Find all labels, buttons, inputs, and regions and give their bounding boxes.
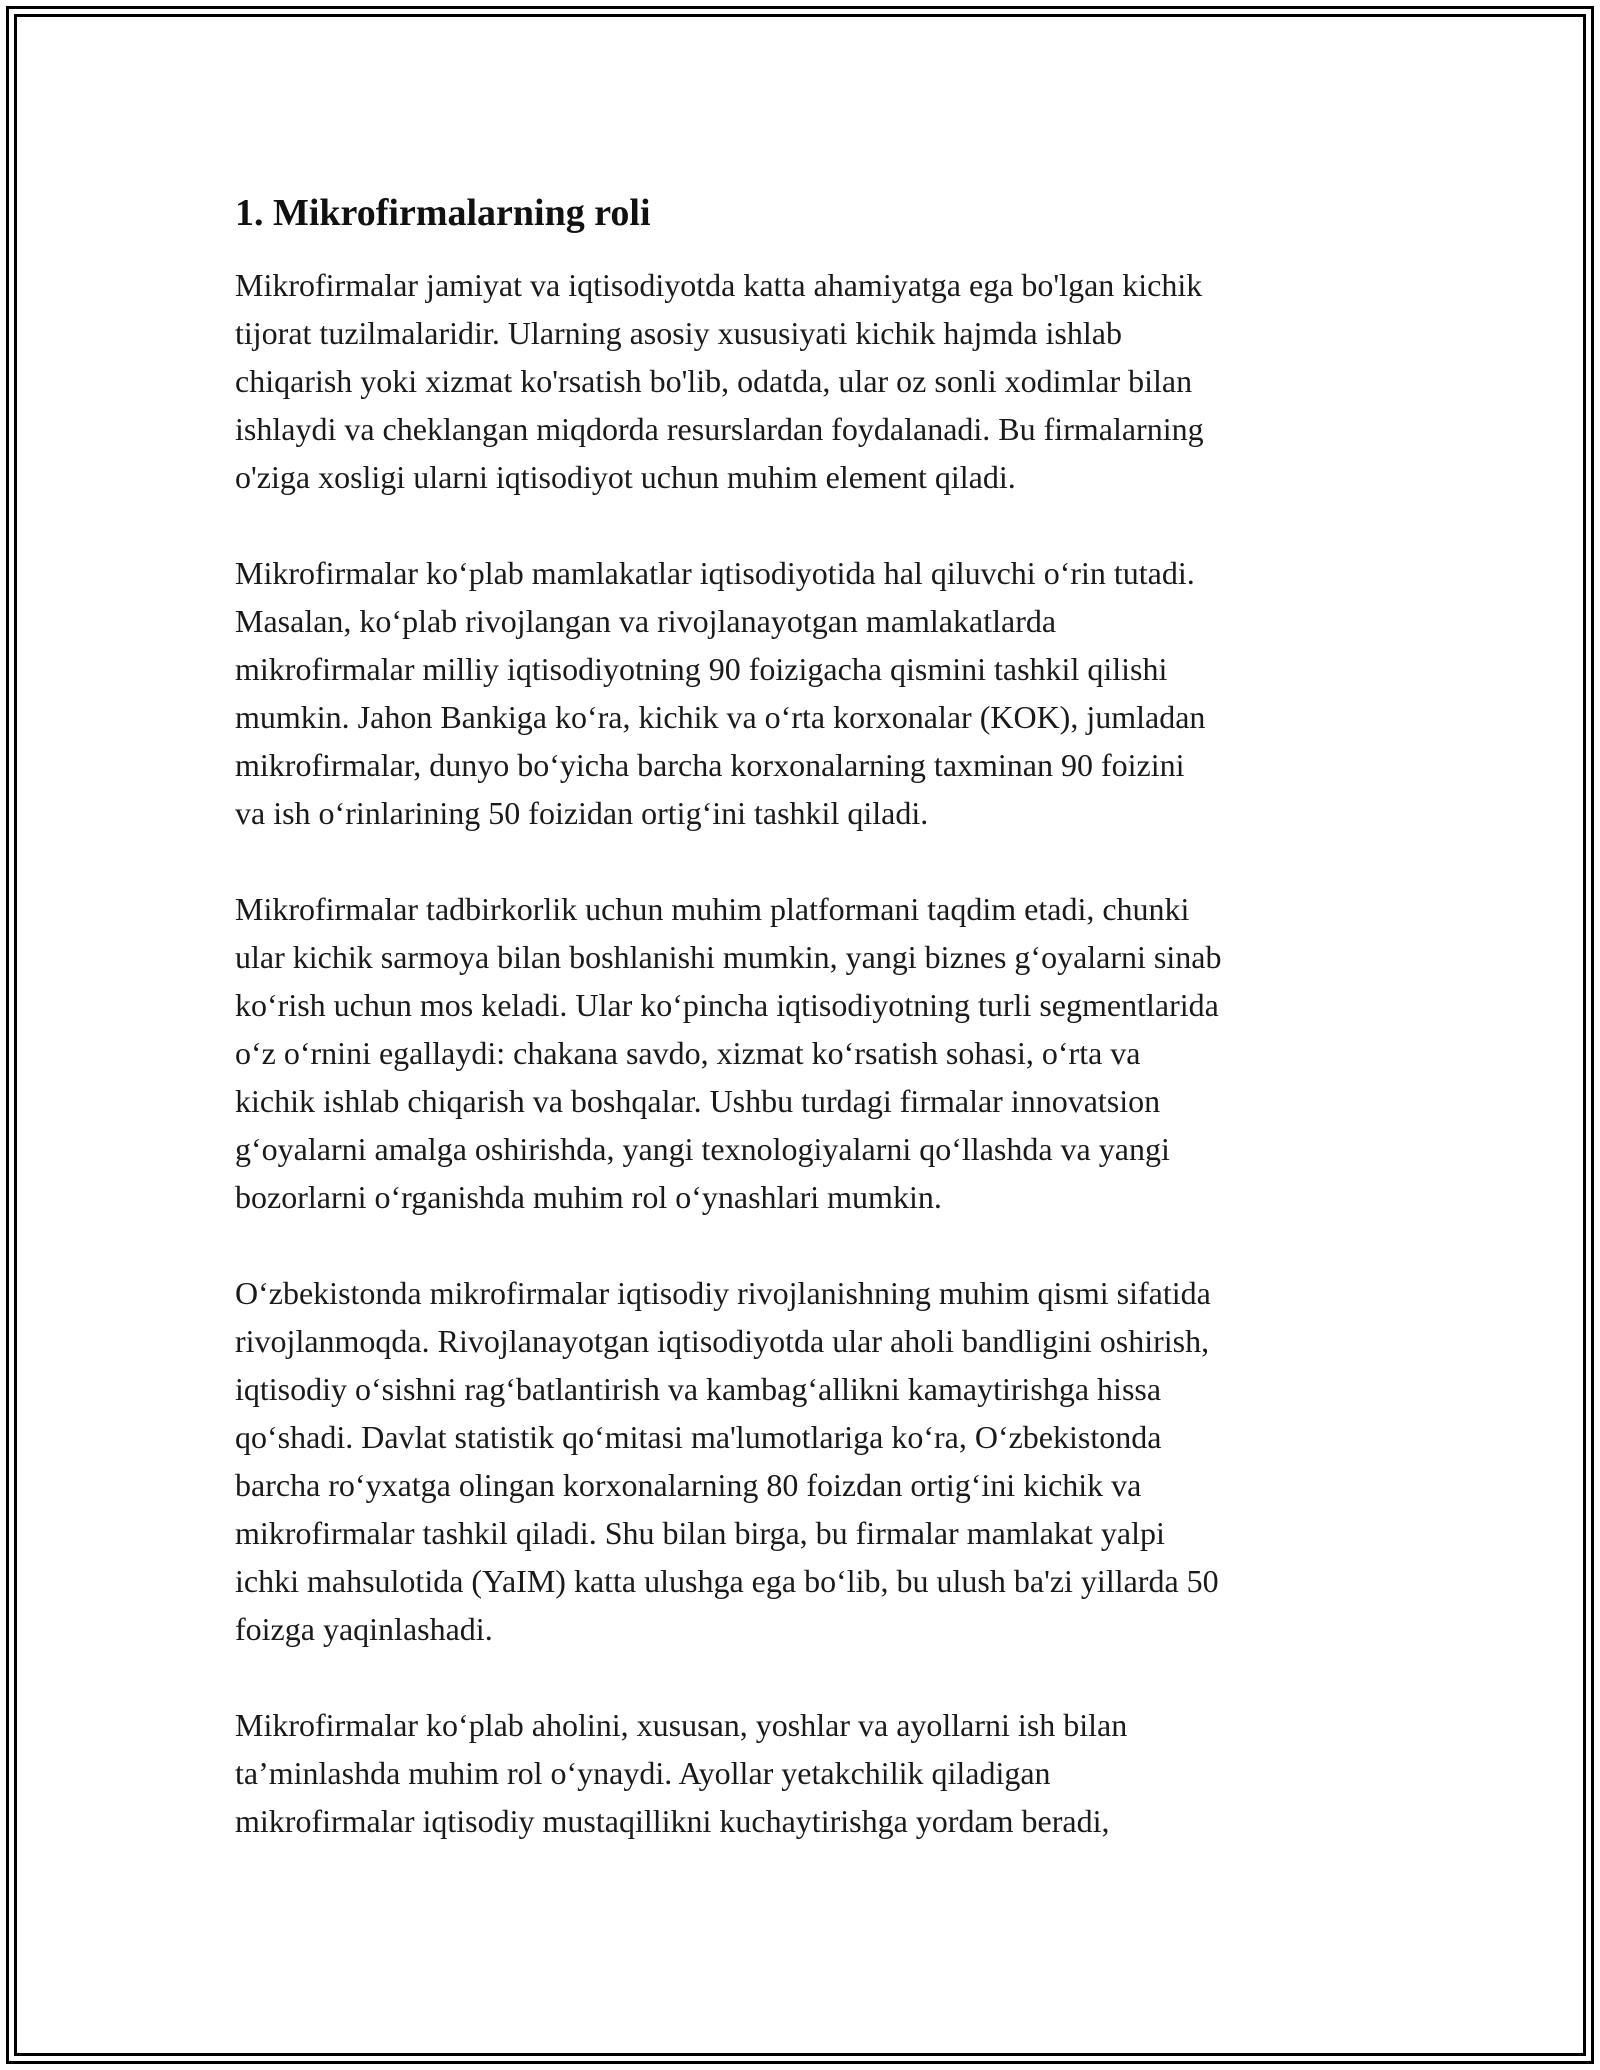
text-line: koʻrish uchun mos keladi. Ular koʻpincha iqtisodiyotning turli segmentlarida (235, 987, 1219, 1023)
text-line: bozorlarni oʻrganishda muhim rol oʻynashlari mumkin. (235, 1179, 942, 1215)
paragraph-4 (235, 1269, 1395, 1653)
text-line: mumkin. Jahon Bankiga koʻra, kichik va oʻrta korxonalar (KOK), jumladan (235, 699, 1206, 735)
text-line: ishlaydi va cheklangan miqdorda resurslardan foydalanadi. Bu firmalarning (235, 411, 1204, 447)
text-line: qoʻshadi. Davlat statistik qoʻmitasi ma'lumotlariga koʻra, Oʻzbekistonda (235, 1419, 1162, 1455)
text-line: gʻoyalarni amalga oshirishda, yangi texnologiyalarni qoʻllashda va yangi (235, 1131, 1170, 1167)
text-line: chiqarish yoki xizmat ko'rsatish bo'lib, odatda, ular oz sonli xodimlar bilan (235, 363, 1193, 399)
text-line: mikrofirmalar milliy iqtisodiyotning 90 foizigacha qismini tashkil qilishi (235, 651, 1168, 687)
text-line: mikrofirmalar iqtisodiy mustaqillikni kuchaytirishga yordam beradi, (235, 1803, 1110, 1839)
text-line: Mikrofirmalar tadbirkorlik uchun muhim platformani taqdim etadi, chunki (235, 891, 1190, 927)
text-line: barcha roʻyxatga olingan korxonalarning 80 foizdan ortigʻini kichik va (235, 1467, 1142, 1503)
text-line: oʻz oʻrnini egallaydi: chakana savdo, xizmat koʻrsatish sohasi, oʻrta va (235, 1035, 1141, 1071)
paragraph-5 (235, 1701, 1395, 1845)
text-line: foizga yaqinlashadi. (235, 1611, 493, 1647)
text-line: mikrofirmalar tashkil qiladi. Shu bilan birga, bu firmalar mamlakat yalpi (235, 1515, 1165, 1551)
text-line: iqtisodiy oʻsishni ragʻbatlantirish va kambagʻallikni kamaytirishga hissa (235, 1371, 1162, 1407)
paragraph-2 (235, 549, 1395, 837)
text-line: va ish oʻrinlarining 50 foizidan ortigʻini tashkil qiladi. (235, 795, 929, 831)
text-line: Oʻzbekistonda mikrofirmalar iqtisodiy rivojlanishning muhim qismi sifatida (235, 1275, 1211, 1311)
text-line: kichik ishlab chiqarish va boshqalar. Ushbu turdagi firmalar innovatsion (235, 1083, 1161, 1119)
text-line: Mikrofirmalar koʻplab aholini, xususan, yoshlar va ayollarni ish bilan (235, 1707, 1128, 1743)
section-heading: 1. Mikrofirmalarning roli (235, 192, 651, 234)
text-line: ta’minlashda muhim rol oʻynaydi. Ayollar yetakchilik qiladigan (235, 1755, 1051, 1791)
paragraph-3 (235, 885, 1395, 1221)
paragraph-1 (235, 261, 1395, 501)
document-body (235, 185, 1395, 1893)
text-line: tijorat tuzilmalaridir. Ularning asosiy xususiyati kichik hajmda ishlab (235, 315, 1122, 351)
text-line: Mikrofirmalar jamiyat va iqtisodiyotda katta ahamiyatga ega bo'lgan kichik (235, 267, 1203, 303)
text-line: ichki mahsulotida (YaIM) katta ulushga ega boʻlib, bu ulush ba'zi yillarda 50 (235, 1563, 1219, 1599)
text-line: mikrofirmalar, dunyo boʻyicha barcha korxonalarning taxminan 90 foizini (235, 747, 1185, 783)
text-line: Masalan, koʻplab rivojlangan va rivojlanayotgan mamlakatlarda (235, 603, 1057, 639)
text-line: Mikrofirmalar koʻplab mamlakatlar iqtisodiyotida hal qiluvchi oʻrin tutadi. (235, 555, 1195, 591)
text-line: o'ziga xosligi ularni iqtisodiyot uchun muhim element qiladi. (235, 459, 1016, 495)
text-line: rivojlanmoqda. Rivojlanayotgan iqtisodiyotda ular aholi bandligini oshirish, (235, 1323, 1210, 1359)
text-line: ular kichik sarmoya bilan boshlanishi mumkin, yangi biznes gʻoyalarni sinab (235, 939, 1222, 975)
